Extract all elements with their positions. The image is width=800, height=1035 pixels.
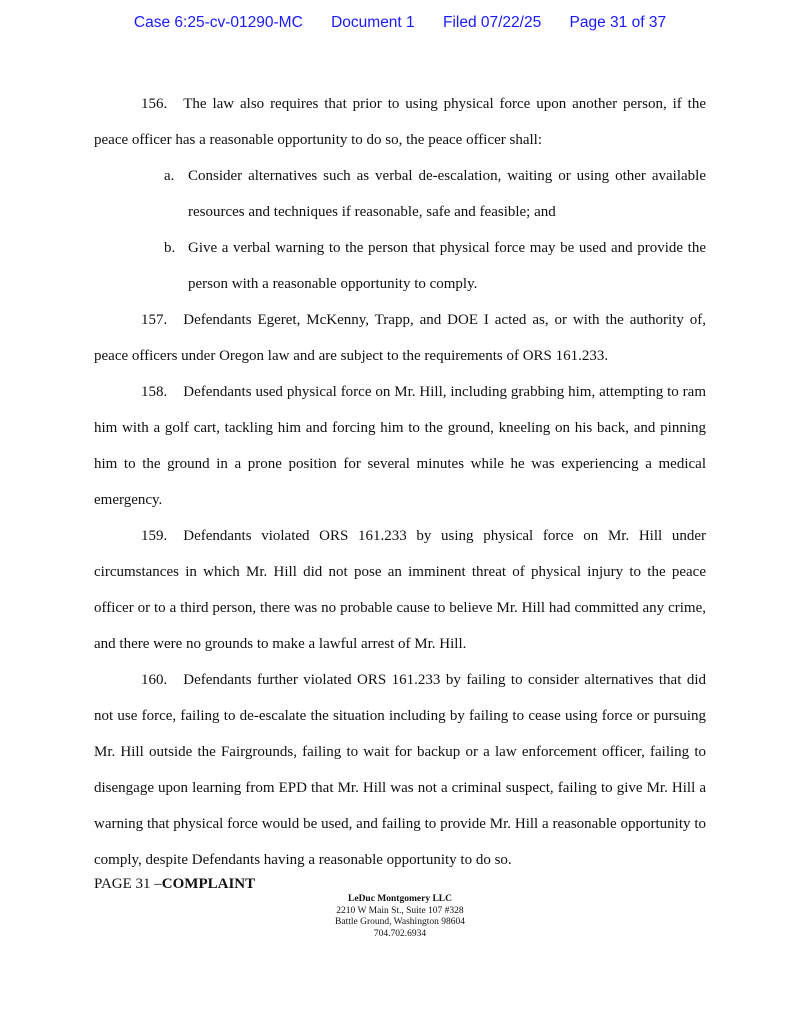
page-label-prefix: PAGE 31 – xyxy=(94,876,162,892)
paragraph-text: The law also requires that prior to using physical force upon another person, if the peace officer has a reasonable opportunity to do so, the peace officer shall: xyxy=(94,96,706,148)
law-firm-footer xyxy=(0,894,800,940)
page-count: Page 31 of 37 xyxy=(569,14,667,31)
document-body xyxy=(94,86,706,878)
case-header xyxy=(0,14,800,32)
firm-name: LeDuc Montgomery LLC xyxy=(348,894,452,904)
paragraph-number: 158. xyxy=(141,384,168,400)
paragraph-text: Defendants violated ORS 161.233 by using physical force on Mr. Hill under circumstances in which Mr. Hill did not pose an imminent threat of physical injury to the peace officer or to a third person, there was no probable cause to believe Mr. Hill had committed any crime, and there were no grounds to make a lawful arrest of Mr. Hill. xyxy=(94,528,706,652)
page-label-title: COMPLAINT xyxy=(161,876,256,892)
firm-phone: 704.702.6934 xyxy=(373,928,427,939)
paragraph-text: Defendants further violated ORS 161.233 by failing to consider alternatives that did not use force, failing to de-escalate the situation including by failing to cease using force or pursuing Mr. Hill outside the Fairgrounds, failing to wait for backup or a law enforcement officer, failing to disengage upon learning from EPD that Mr. Hill was not a criminal suspect, failing to give Mr. Hill a warning that physical force would be used, and failing to provide Mr. Hill a reasonable opportunity to comply, despite Defendants having a reasonable opportunity to do so. xyxy=(94,672,706,868)
paragraph-text: Defendants Egeret, McKenny, Trapp, and DOE I acted as, or with the authority of, peace officers under Oregon law and are subject to the requirements of ORS 161.233. xyxy=(94,312,706,364)
paragraph-number: 159. xyxy=(141,528,168,544)
list-letter: a. xyxy=(164,168,175,184)
paragraph-text: Defendants used physical force on Mr. Hill, including grabbing him, attempting to ram him with a golf cart, tackling him and forcing him to the ground, kneeling on his back, and pinning him to the ground in a prone position for several minutes while he was experiencing a medical emergency. xyxy=(94,384,706,508)
list-text: Consider alternatives such as verbal de-escalation, waiting or using other available resources and techniques if reasonable, safe and feasible; and xyxy=(188,168,706,220)
list-text: Give a verbal warning to the person that physical force may be used and provide the person with a reasonable opportunity to comply. xyxy=(188,240,706,292)
document-number: Document 1 xyxy=(331,14,415,31)
paragraph-157 xyxy=(94,302,706,374)
paragraph-number: 156. xyxy=(141,96,168,112)
paragraph-156 xyxy=(94,86,706,158)
paragraph-number: 157. xyxy=(141,312,168,328)
page-label xyxy=(94,876,255,893)
list-item-a xyxy=(94,158,706,230)
list-item-b xyxy=(94,230,706,302)
filed-date: Filed 07/22/25 xyxy=(442,14,542,31)
list-letter: b. xyxy=(164,240,176,256)
paragraph-160 xyxy=(94,662,706,878)
paragraph-159 xyxy=(94,518,706,662)
firm-address-line2: Battle Ground, Washington 98604 xyxy=(335,917,465,927)
paragraph-158 xyxy=(94,374,706,518)
case-number: Case 6:25-cv-01290-MC xyxy=(133,14,303,31)
firm-address-line1: 2210 W Main St., Suite 107 #328 xyxy=(336,905,464,916)
paragraph-number: 160. xyxy=(141,672,168,688)
